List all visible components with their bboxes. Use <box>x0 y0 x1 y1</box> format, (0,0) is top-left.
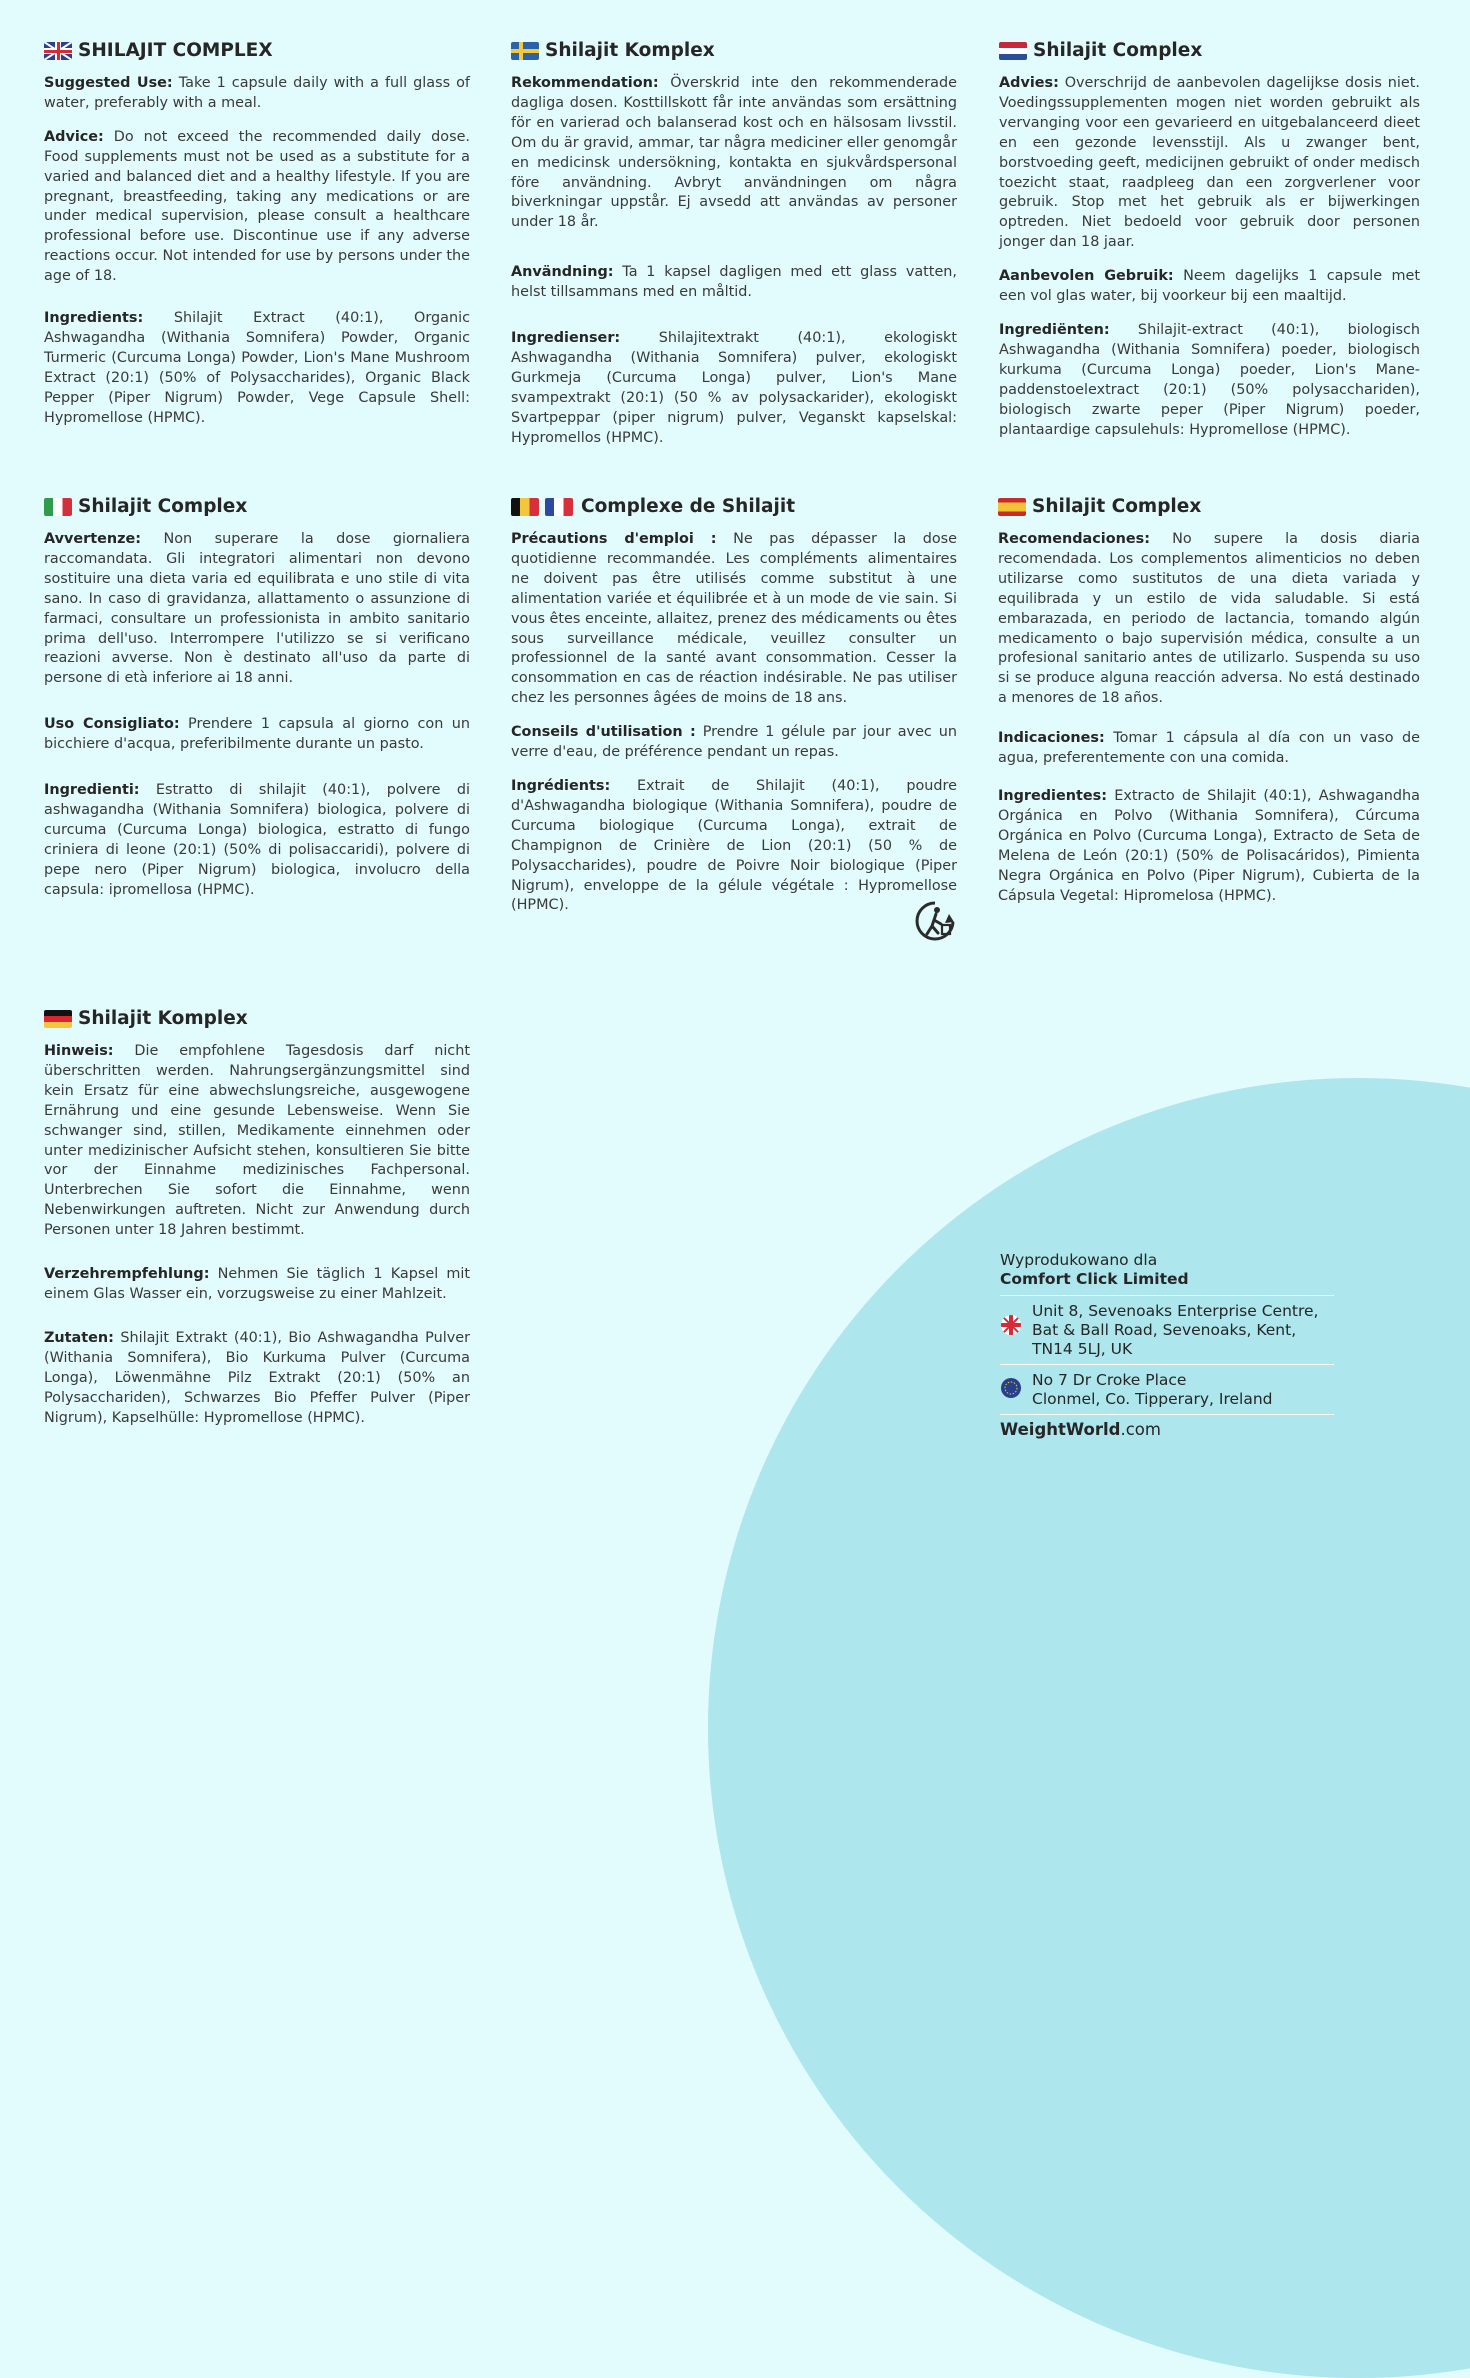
advice-paragraph: Advice: Do not exceed the recommended daily dose. Food supplements must not be used as a substitute for a varied and balanced diet and a healthy lifestyle. If you are pregnant, breastfeeding, taking any medications or are under medical supervision, please consult a healthcare professional before use. Discontinue use if any adverse reactions occur. Not intended for use by persons under the age of 18. <box>44 128 470 285</box>
uk-address-row <box>1000 1295 1334 1364</box>
section-sv <box>511 38 957 463</box>
usage-paragraph: Suggested Use: Take 1 capsule daily with a full glass of water, preferably with a meal. <box>44 75 471 111</box>
usage-paragraph: Aanbevolen Gebruik: Neem dagelijks 1 capsule met een vol glas water, bij voorkeur bij een maaltijd. <box>999 268 1421 305</box>
ingredients-paragraph: Ingredienser: Shilajitextrakt (40:1), ekologiskt Ashwagandha (Withania Somnifera) pulver, ekologiskt Gurkmeja (Curcuma Longa) pulver, Lion's Mane svampextrakt (20:1) (50 % av polysackarider), ekologiskt Svartpeppar (piper nigrum) pulver, Veganskt kapselskal: Hypromellos (HPMC). <box>511 330 957 446</box>
usage-paragraph: Uso Consigliato: Prendere 1 capsula al giorno con un bicchiere d'acqua, preferibilmente durante un pasto. <box>44 716 470 753</box>
spain-flag-icon <box>998 498 1026 516</box>
section-de <box>44 1006 470 1442</box>
advice-paragraph: Rekommendation: Överskrid inte den rekommenderade dagliga dosen. Kosttillskott får inte användas som ersättning för en varierad och balanserad kost och en hälsosam livsstil. Om du är gravid, ammar, tar några mediciner eller genomgår en medicinsk undersökning, kontakta en sjukvårdspersonal före användning. Avbryt användningen om några biverkningar uppstår. Ej avsedd att användas av personer under 18 år. <box>511 75 957 231</box>
france-flag-icon <box>545 498 573 516</box>
manufacturer-label: Wyprodukowano dla <box>1000 1251 1158 1269</box>
usage-paragraph: Indicaciones: Tomar 1 cápsula al día con un vaso de agua, preferentemente con una comida. <box>998 730 1420 767</box>
website[interactable]: WeightWorld.com <box>1000 1414 1334 1439</box>
italy-flag-icon <box>44 498 72 516</box>
section-title: Shilajit Komplex <box>545 40 715 62</box>
section-es <box>998 494 1420 920</box>
uk-address: Unit 8, Sevenoaks Enterprise Centre, Bat & Ball Road, Sevenoaks, Kent, TN14 5LJ, UK <box>1032 1302 1319 1358</box>
manufacturer-info <box>1000 1251 1334 1439</box>
section-fr <box>511 494 957 930</box>
ingredients-paragraph: Ingredients: Shilajit Extract (40:1), Organic Ashwagandha (Withania Somnifera) Powder, Organic Turmeric (Curcuma Longa) Powder, Lion's Mane Mushroom Extract (20:1) (50% of Polysaccharides), Organic Black Pepper (Piper Nigrum) Powder, Vege Capsule Shell: Hypromellose (HPMC). <box>44 310 470 426</box>
usage-paragraph: Användning: Ta 1 kapsel dagligen med ett glass vatten, helst tillsammans med en måltid. <box>511 264 957 301</box>
ingredients-paragraph: Ingrédients: Extrait de Shilajit (40:1), poudre d'Ashwagandha biologique (Withania Somnifera), poudre de Curcuma biologique (Curcuma Longa), extrait de Champignon de Crinière de Lion (20:1) (50 % de Polysaccharides), poudre de Poivre Noir biologique (Piper Nigrum), enveloppe de la gélule végétale : Hypromellose (HPMC). <box>511 777 957 914</box>
eu-address-row <box>1000 1364 1334 1414</box>
section-title: Shilajit Complex <box>1032 496 1202 518</box>
recycle-person-icon <box>913 900 957 942</box>
section-title: Shilajit Complex <box>1033 40 1203 62</box>
germany-flag-icon <box>44 1010 72 1028</box>
ingredients-paragraph: Ingredientes: Extracto de Shilajit (40:1), Ashwagandha Orgánica en Polvo (Withania Somnifera), Cúrcuma Orgánica en Polvo (Curcuma Longa), Extracto de Seta de Melena de León (20:1) (50% de Polisacáridos), Pimienta Negra Orgánica en Polvo (Piper Nigrum), Cubierta de la Cápsula Vegetal: Hipromelosa (HPMC). <box>998 787 1420 904</box>
section-title: Shilajit Komplex <box>78 1008 248 1030</box>
eu-flag-icon <box>1000 1377 1022 1404</box>
usage-paragraph: Conseils d'utilisation : Prendre 1 gélule par jour avec un verre d'eau, de préférence pendant un repas. <box>511 724 957 761</box>
eu-address: No 7 Dr Croke Place Clonmel, Co. Tipperary, Ireland <box>1032 1371 1273 1408</box>
ingredients-paragraph: Ingrediënten: Shilajit-extract (40:1), biologisch Ashwagandha (Withania Somnifera) poeder, biologisch kurkuma (Curcuma Longa) poeder, Lion's Mane-paddenstoelextract (20:1) (50% polysacchariden), biologisch zwarte peper (Piper Nigrum) poeder, plantaardige capsulehuls: Hypromellose (HPMC). <box>999 321 1420 438</box>
company-name: Comfort Click Limited <box>1000 1270 1189 1288</box>
ingredients-paragraph: Ingredienti: Estratto di shilajit (40:1), polvere di ashwagandha (Withania Somnifera) biologica, polvere di curcuma (Curcuma Longa) biologica, estratto di fungo criniera di leone (20:1) (50% di polisaccaridi), polvere di pepe nero (Piper Nigrum) biologica, involucro della capsula: ipromellosa (HPMC). <box>44 782 470 898</box>
section-nl <box>999 38 1420 454</box>
netherlands-flag-icon <box>999 42 1027 60</box>
advice-paragraph: Hinweis: Die empfohlene Tagesdosis darf nicht überschritten werden. Nahrungsergänzungsmittel sind kein Ersatz für eine abwechslungsreiche, ausgewogene Ernährung und eine gesunde Lebensweise. Wenn Sie schwanger sind, stillen, Medikamente einnehmen oder unter medizinischer Aufsicht stehen, konsultieren Sie bitte vor der Einnahme medizinisches Fachpersonal. Unterbrechen Sie sofort die Einnahme, wenn Nebenwirkungen auftreten. Nicht zur Anwendung durch Personen unter 18 Jahren bestimmt. <box>44 1043 470 1239</box>
sweden-flag-icon <box>511 42 539 60</box>
advice-paragraph: Précautions d'emploi : Ne pas dépasser la dose quotidienne recommandée. Les compléments alimentaires ne doivent pas être utilisés comme substitut à une alimentation variée et équilibrée et à un mode de vie sain. Si vous êtes enceinte, allaitez, prenez des médicaments ou êtes sous surveillance médicale, veuillez consulter un professionnel de la santé avant consommation. Cesser la consommation en cas de réaction indésirable. Ne pas utiliser chez les personnes âgées de moins de 18 ans. <box>511 531 957 707</box>
uk-flag-icon <box>44 42 72 60</box>
uk-flag-icon <box>1000 1314 1022 1341</box>
section-title: Complexe de Shilajit <box>581 496 796 518</box>
section-title: Shilajit Complex <box>78 496 248 518</box>
ingredients-paragraph: Zutaten: Shilajit Extrakt (40:1), Bio Ashwagandha Pulver (Withania Somnifera), Bio Kurkuma Pulver (Curcuma Longa), Löwenmähne Pilz Extrakt (20:1) (50% an Polysacchariden), Schwarzes Bio Pfeffer Pulver (Piper Nigrum), Kapselhülle: Hypromellose (HPMC). <box>44 1329 470 1426</box>
advice-paragraph: Advies: Overschrijd de aanbevolen dagelijkse dosis niet. Voedingssupplementen mogen niet worden gebruikt als vervanging voor een gevarieerd en uitgebalanceerd dieet en een gezonde levensstijl. Als u zwanger bent, borstvoeding geeft, medicijnen gebruikt of onder medisch toezicht staat, raadpleeg dan een zorgverlener voor gebruik. Stop met het gebruik als er bijwerkingen optreden. Niet bedoeld voor gebruik door personen jonger dan 18 jaar. <box>999 75 1420 251</box>
section-title: SHILAJIT COMPLEX <box>78 40 273 62</box>
section-en <box>44 38 470 443</box>
belgium-flag-icon <box>511 498 539 516</box>
section-it <box>44 494 470 915</box>
advice-paragraph: Avvertenze: Non superare la dose giornaliera raccomandata. Gli integratori alimentari non devono sostituire una dieta varia ed equilibrata e uno stile di vita sano. In caso di gravidanza, allattamento o assunzione di farmaci, consultare un professionista in ambito sanitario prima dell'uso. Interrompere l'utilizzo se si verificano reazioni avverse. Non è destinato all'uso da parte di persone di età inferiore ai 18 anni. <box>44 531 470 687</box>
usage-paragraph: Verzehrempfehlung: Nehmen Sie täglich 1 Kapsel mit einem Glas Wasser ein, vorzugsweise zu einer Mahlzeit. <box>44 1266 470 1302</box>
advice-paragraph: Recomendaciones: No supere la dosis diaria recomendada. Los complementos alimenticios no deben utilizarse como sustitutos de una dieta variada y equilibrada y un estilo de vida saludable. Si está embarazada, en periodo de lactancia, tomando algún medicamento o bajo supervisión médica, consulte a un profesional sanitario antes de utilizarlo. Suspenda su uso si se produce alguna reacción adversa. No está destinado a menores de 18 años. <box>998 531 1420 707</box>
